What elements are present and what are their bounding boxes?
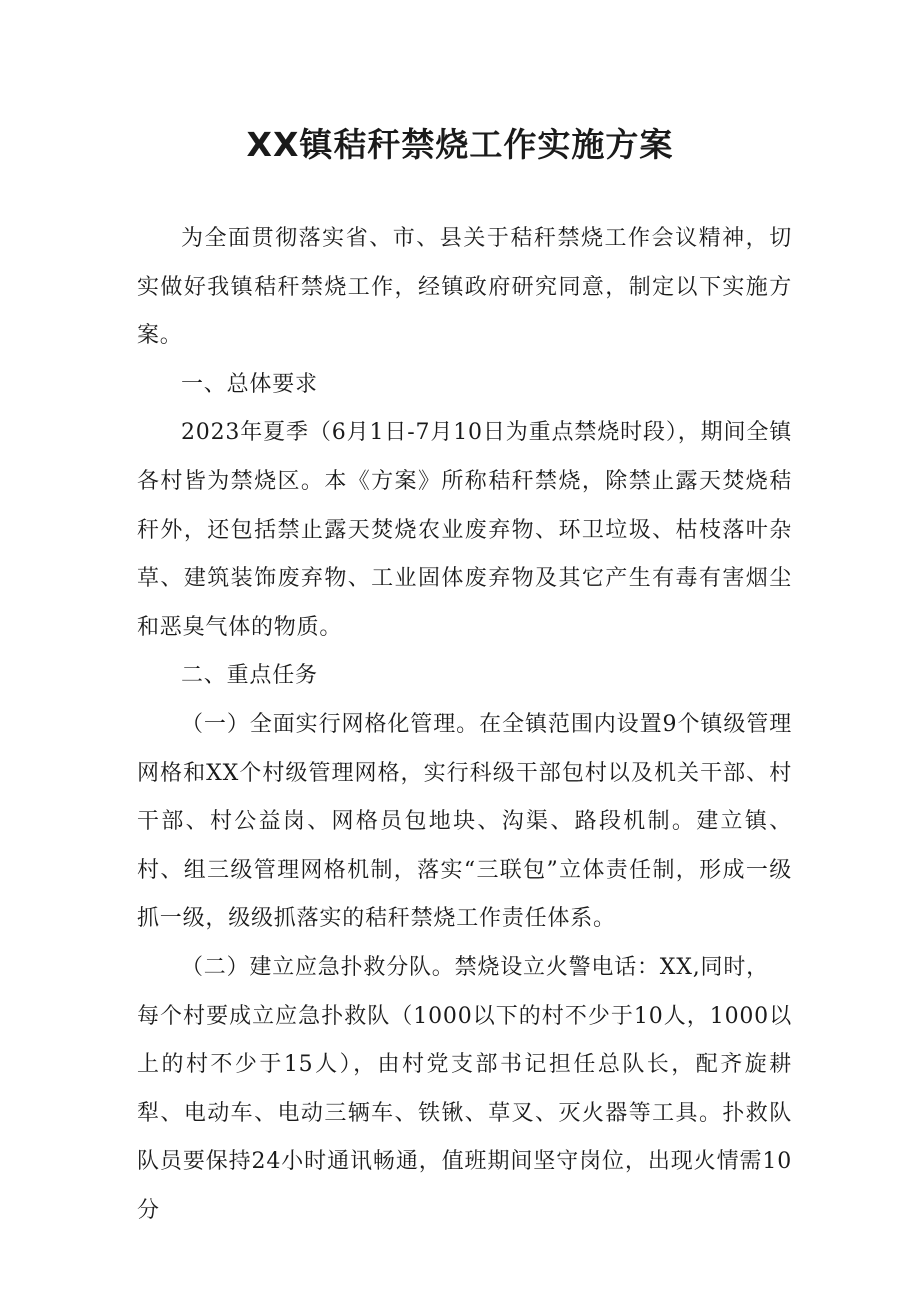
section-heading-general-requirements: 一、总体要求 [181, 371, 318, 397]
task-two-continuation-paragraph: 每个村要成立应急扑救队（1000以下的村不少于10人，1000以上的村不少于15人），由村党支部书记担任总队长，配齐旋耕犁、电动车、电动三辆车、铁锹、草叉、灭火器等工具。扑救队队员要保持24小时通讯畅通，值班期间坚守岗位，出现火情需10分 [137, 1003, 792, 1223]
document-title: XX镇秸秆禁烧工作实施方案 [246, 125, 674, 164]
general-requirements-paragraph: 2023年夏季（6月1日-7月10日为重点禁烧时段），期间全镇各村皆为禁烧区。本《方案》所称秸秆禁烧，除禁止露天焚烧秸秆外，还包括禁止露天焚烧农业废弃物、环卫垃圾、枯枝落叶杂草、建筑装饰废弃物、工业固体废弃物及其它产生有毒有害烟尘和恶臭气体的物质。 [137, 420, 792, 640]
task-two-paragraph: （二）建立应急扑救分队。禁烧设立火警电话：XX,同时， [181, 954, 769, 980]
section-heading-key-tasks: 二、重点任务 [181, 663, 318, 689]
document-body [137, 215, 792, 1235]
intro-paragraph: 为全面贯彻落实省、市、县关于秸秆禁烧工作会议精神，切实做好我镇秸秆禁烧工作，经镇政府研究同意，制定以下实施方案。 [137, 226, 792, 349]
task-one-paragraph: （一）全面实行网格化管理。在全镇范围内设置9个镇级管理网格和XX个村级管理网格，实行科级干部包村以及机关干部、村干部、村公益岗、网格员包地块、沟渠、路段机制。建立镇、村、组三级管理网格机制，落实“三联包”立体责任制，形成一级抓一级，级级抓落实的秸秆禁烧工作责任体系。 [137, 711, 792, 932]
